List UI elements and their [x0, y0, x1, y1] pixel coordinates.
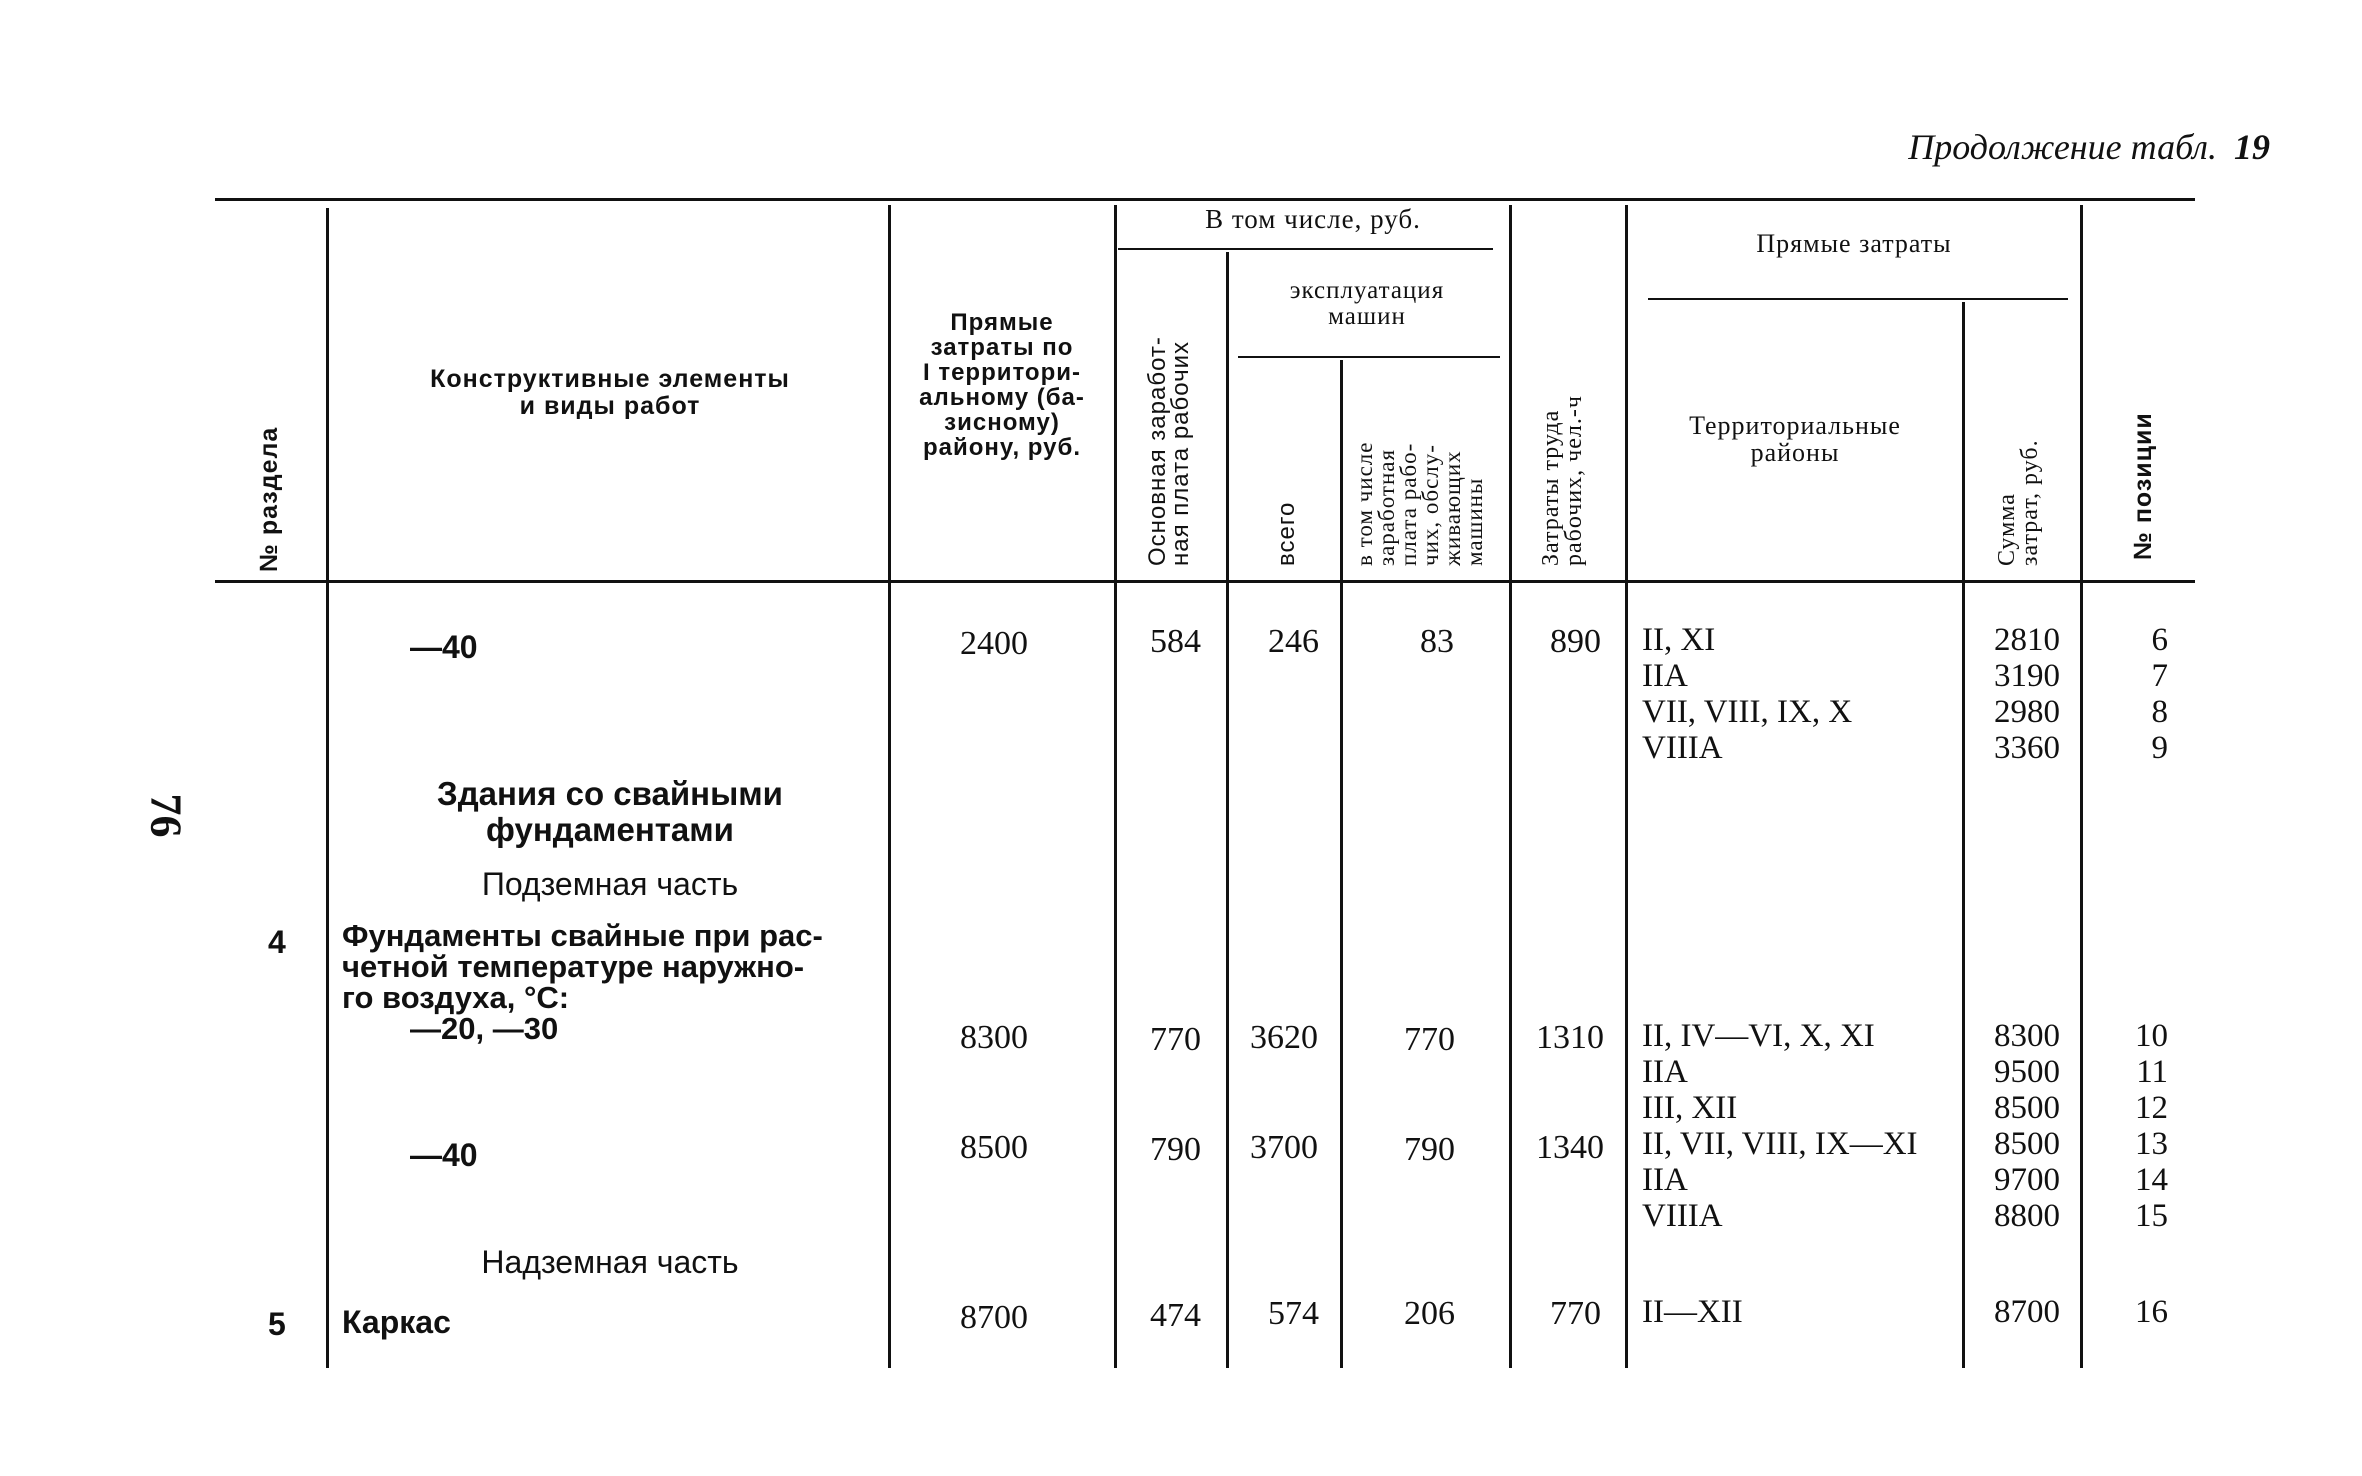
machine-rule [1238, 356, 1500, 358]
row3-label: —40 [410, 1137, 478, 1173]
row2-incl: 770 [1404, 1021, 1455, 1058]
row3-incl: 790 [1404, 1131, 1455, 1168]
row3-labor: 1340 [1536, 1129, 1604, 1166]
row3-wage: 790 [1150, 1131, 1201, 1168]
table-header-bottom-rule [215, 580, 2195, 583]
heading-above-ground: Надземная часть [481, 1244, 739, 1280]
col-direct-costs: Прямые затраты [1756, 229, 1952, 258]
col-total: всего [1273, 501, 1300, 566]
heading-pile-foundations: Здания со свайными фундаментами [437, 775, 783, 848]
row3-sums: 8500 9700 8800 [1994, 1126, 2060, 1234]
col-section-no: № раздела [255, 426, 283, 572]
row1-base: 2400 [960, 625, 1028, 662]
row2-labor: 1310 [1536, 1019, 1604, 1056]
row2-regions: II, IV—VI, X, XI IIA III, XII [1642, 1018, 1875, 1126]
table-top-rule [215, 198, 2195, 201]
row4-positions: 16 [2135, 1294, 2168, 1330]
col-labor-costs: Затраты труда рабочих, чел.-ч [1538, 395, 1587, 566]
row4-labor: 770 [1550, 1295, 1601, 1332]
page-number: 76 [141, 793, 191, 838]
col-including-wage: в том числе заработная плата рабо- чих, обслу- живающих машины [1352, 441, 1487, 566]
col-position-no: № позиции [2129, 412, 2157, 560]
row4-regions: II—XII [1642, 1294, 1743, 1330]
row1-labor: 890 [1550, 623, 1601, 660]
col-line-1 [326, 208, 329, 1368]
col-territorial-regions: Территориальные районы [1689, 411, 1901, 467]
col-cost-sum: Сумма затрат, руб. [1994, 439, 2043, 566]
col-line-7 [1625, 205, 1628, 1368]
col-line-9 [2080, 205, 2083, 1368]
col-line-8 [1962, 302, 1965, 1368]
row2-section: 4 [268, 924, 286, 960]
row3-total: 3700 [1250, 1129, 1318, 1166]
col-line-5 [1340, 360, 1343, 1368]
row4-label: Каркас [342, 1304, 451, 1340]
row4-incl: 206 [1404, 1295, 1455, 1332]
row3-base: 8500 [960, 1129, 1028, 1166]
row4-wage: 474 [1150, 1297, 1201, 1334]
row2-sums: 8300 9500 8500 [1994, 1018, 2060, 1126]
col-including: В том числе, руб. [1205, 204, 1421, 234]
col-line-3 [1114, 205, 1117, 1368]
row1-sums: 2810 3190 2980 3360 [1994, 622, 2060, 766]
row3-positions: 13 14 15 [2135, 1126, 2168, 1234]
row1-wage: 584 [1150, 623, 1201, 660]
row1-total: 246 [1268, 623, 1319, 660]
heading-underground: Подземная часть [481, 866, 739, 902]
row1-label: —40 [410, 629, 478, 665]
row4-sums: 8700 [1994, 1294, 2060, 1330]
row2-total: 3620 [1250, 1019, 1318, 1056]
col-machine-operation: эксплуатация машин [1289, 277, 1445, 330]
row4-base: 8700 [960, 1299, 1028, 1336]
table-number: 19 [2234, 127, 2270, 167]
continuation-label: Продолжение табл. [1908, 127, 2217, 167]
including-rule [1118, 248, 1493, 250]
row2-base: 8300 [960, 1019, 1028, 1056]
row2-positions: 10 11 12 [2135, 1018, 2168, 1126]
row3-regions: II, VII, VIII, IX—XI IIA VIIIA [1642, 1126, 1918, 1234]
col-line-2 [888, 205, 891, 1368]
row1-regions: II, XI IIA VII, VIII, IX, X VIIIA [1642, 622, 1853, 766]
col-line-6 [1509, 205, 1512, 1368]
row4-section: 5 [268, 1306, 286, 1342]
row1-positions: 6 7 8 9 [2151, 622, 2168, 766]
col-direct-costs-base: Прямые затраты по I территори- альному (ба- зисному) району, руб. [919, 309, 1085, 461]
row2-wage: 770 [1150, 1021, 1201, 1058]
row4-total: 574 [1268, 1295, 1319, 1332]
col-elements: Конструктивные элементы и виды работ [430, 365, 790, 420]
direct-costs-rule [1648, 298, 2068, 300]
col-basic-wage: Основная заработ- ная плата рабочих [1144, 336, 1194, 566]
continuation-header [1908, 126, 2270, 168]
row1-incl: 83 [1420, 623, 1454, 660]
row2-label: Фундаменты свайные при рас- четной температуре наружно- го воздуха, °С: —20, —30 [342, 918, 823, 1046]
col-line-4 [1226, 252, 1229, 1368]
